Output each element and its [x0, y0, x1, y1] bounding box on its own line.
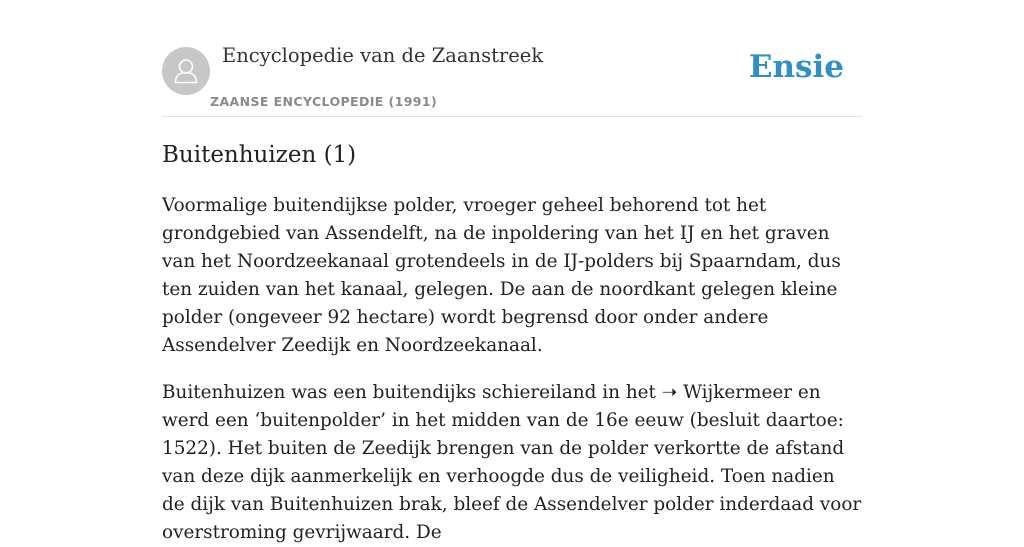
link-text: Wijkermeer	[683, 382, 793, 403]
article-paragraph: Voormalige buitendijkse polder, vroeger geheel behorend tot het grondgebied van Assendelft, na de inpoldering van het IJ en het graven van het Noordzeekanaal grotendeels in de IJ-polders bij Spaarndam, dus ten zuiden van het kanaal, gelegen. De aan de noordkant gelegen kleine polder (ongeveer 92 hectare) wordt begrensd door onder andere Assendelver Zeedijk en Noordzeekanaal.	[162, 195, 841, 356]
article-title: Buitenhuizen (1)	[162, 142, 357, 168]
ensie-logo[interactable]: Ensie	[748, 49, 844, 85]
article	[162, 136, 862, 547]
encyclopedia-title-link[interactable]: Encyclopedie van de Zaanstreek	[222, 44, 544, 67]
header	[162, 0, 862, 117]
person-icon	[162, 47, 210, 95]
user-avatar-icon[interactable]	[162, 47, 210, 95]
paragraph-text: en werd een ‘buitenpolder’ in het midden van de 16e eeuw (besluit daartoe: 1522). Het buiten de Zeedijk brengen van de polder verkortte de afstand van deze dijk aanmerkelijk en verhoogde dus de veiligheid. Toen nadien de dijk van Buitenhuizen brak, bleef de Assendelver polder inderdaad voor overstroming gevrijwaard. De	[162, 382, 862, 543]
wijkermeer-link[interactable]	[662, 382, 792, 403]
paragraph-text: Buitenhuizen was een buitendijks schiereiland in het	[162, 382, 662, 403]
article-paragraph	[162, 379, 862, 547]
encyclopedia-subtitle: ZAANSE ENCYCLOPEDIE (1991)	[210, 94, 438, 109]
arrow-icon: ➝	[661, 382, 678, 403]
